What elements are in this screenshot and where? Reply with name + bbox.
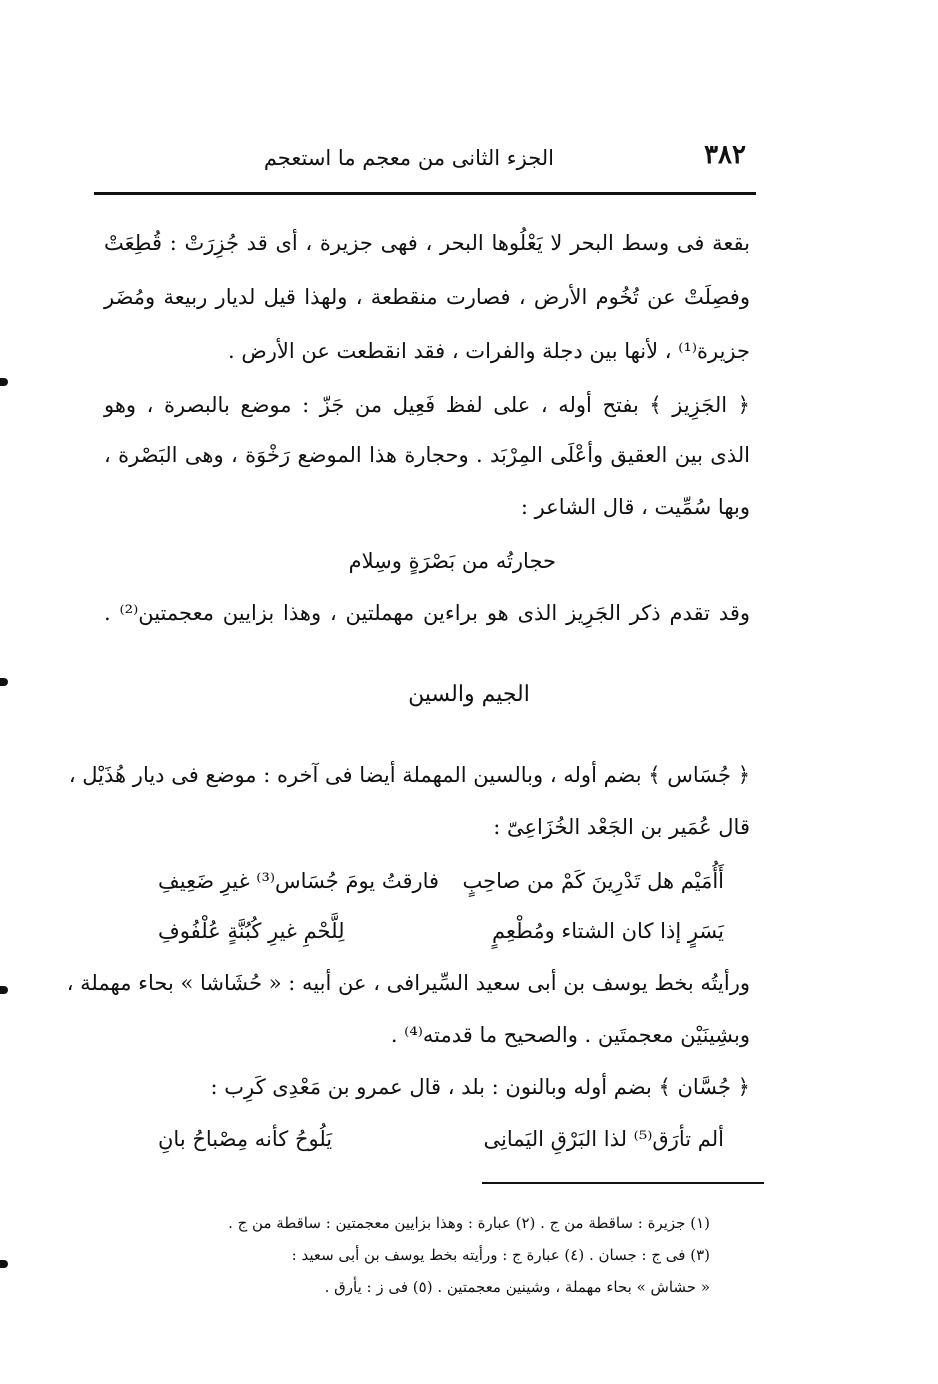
page-number: ٣٨٢ [704,140,746,170]
poem-first-hemistich: ألم تأرَق⁽⁵⁾ لذا البَرْقِ اليَمانِى [483,1127,724,1151]
body-line: وقد تقدم ذكر الجَرِيز الذى هو براءين مهملتين ، وهذا بزايين معجمتين⁽²⁾ . [104,601,750,625]
body-line: ورأيتُه بخط يوسف بن أبى سعيد السِّيرافى ، عن أبيه : « حُشَاشا » بحاء مهملة ، [66,971,750,995]
body-line: وفصِلَتْ عن تُخُوم الأرض ، فصارت منقطعة ، ولهذا قيل لديار ربيعة ومُضَر [104,285,750,309]
entry-jussan: ﴿ جُسَّان ﴾ بضم أوله وبالنون : بلد ، قال عمرو بن مَعْدِى كَرِب : [210,1075,750,1099]
poem-second-hemistich: فارقتُ يومَ جُسَاس⁽³⁾ غيرِ ضَعِيفِ [158,869,440,893]
entry-al-jaziz: ﴿ الجَزِيز ﴾ بفتح أوله ، على لفظ فَعِيل من جَزّ : موضع بالبصرة ، وهو [104,393,750,417]
poem-second-hemistich: يَلُوحُ كأنه مِصْباحُ بانِ [158,1127,333,1151]
body-line: بقعة فى وسط البحر لا يَعْلُوها البحر ، فهى جزيرة ، أى قد جُزِرَتْ : قُطِعَتْ [104,231,750,255]
running-title: الجزء الثانى من معجم ما استعجم [263,146,554,170]
margin-mark [0,1260,8,1268]
body-line: قال عُمَير بن الجَعْد الخُزَاعِىّ : [493,815,750,839]
page-header [94,140,754,192]
margin-mark [0,678,8,686]
body-line: جزيرة⁽¹⁾ ، لأنها بين دجلة والفرات ، فقد انقطعت عن الأرض . [227,339,750,363]
header-rule [94,192,756,195]
poem-first-hemistich: يَسَرٍ إذا كان الشتاء ومُطْعِمٍ [491,919,724,943]
verse-line: حجارتُه من بَصْرَةٍ وسِلام [348,549,556,573]
entry-jusas: ﴿ جُسَاس ﴾ بضم أوله ، وبالسين المهملة أيضا فى آخره : موضع فى ديار هُذَيْل ، [68,763,750,787]
body-line: الذى بين العقيق وأعْلَى المِرْبَد . وحجارة هذا الموضع رَخْوَة ، وهى البَصْرة ، [104,443,750,467]
margin-mark [0,986,8,994]
body-line: وبها سُمِّيت ، قال الشاعر : [520,495,750,519]
footnote-line: « حشاش » بحاء مهملة ، وشينين معجمتين . (٥) فى ز : يأرق . [324,1278,710,1296]
footnote-rule [482,1182,764,1184]
poem-second-hemistich: لِلَّحْمِ غيرِ كُبُنَّةٍ عُلْفُوفِ [158,919,345,943]
margin-mark [0,378,8,386]
body-line: وبشِينَيْن معجمتَين . والصحيح ما قدمته⁽⁴⁾ . [390,1023,750,1047]
footnote-line: (١) جزيرة : ساقطة من ج . (٢) عبارة : وهذا بزايين معجمتين : ساقطة من ج . [228,1214,710,1232]
footnote-line: (٣) فى ج : جسان . (٤) عبارة ج : ورأيته بخط يوسف بن أبى سعيد : [291,1246,710,1264]
poem-first-hemistich: أَأُمَيْم هل تَدْرِينَ كَمْ من صاحِبٍ [462,869,724,893]
section-heading: الجيم والسين [408,682,530,707]
